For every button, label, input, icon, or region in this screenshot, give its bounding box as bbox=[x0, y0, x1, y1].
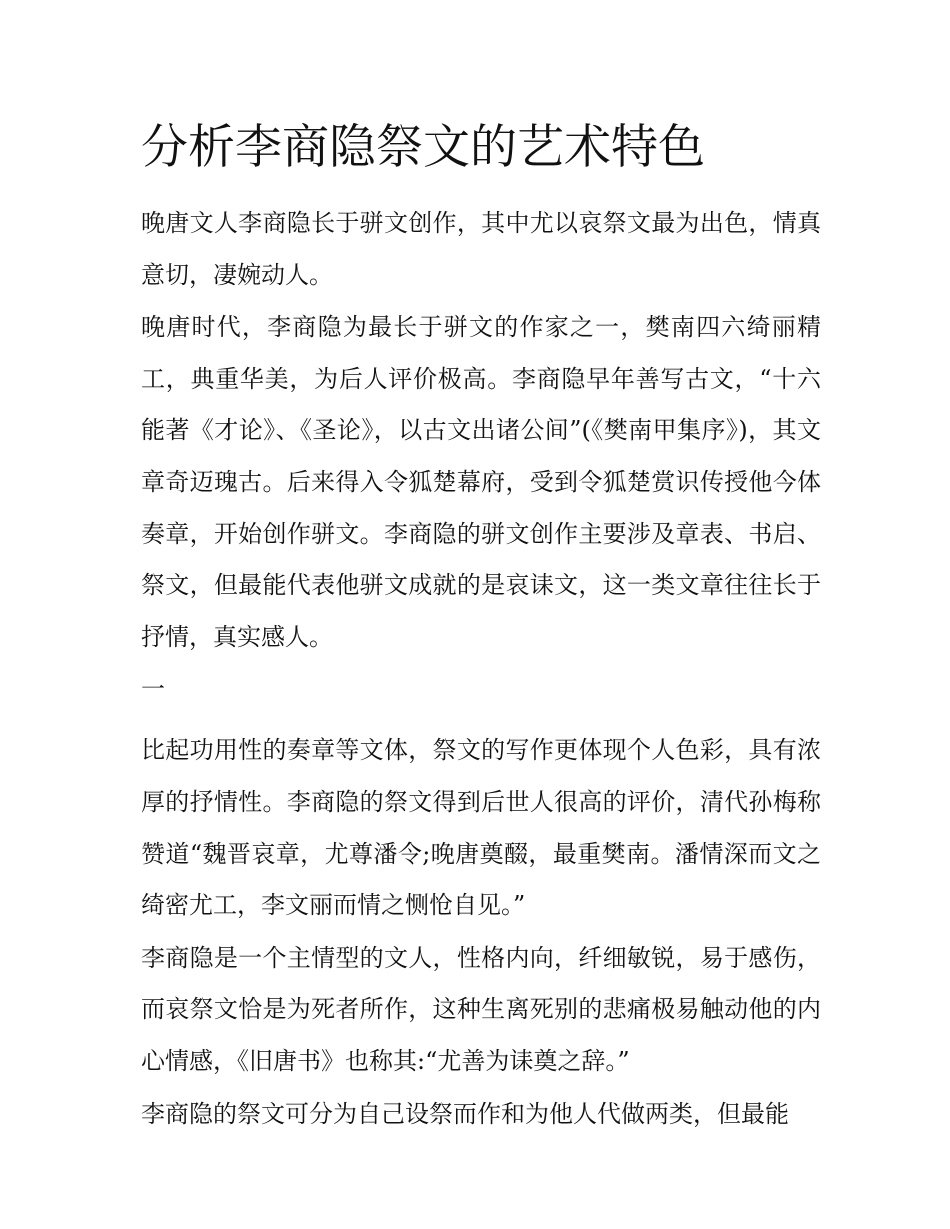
document-title: 分析李商隐祭文的艺术特色 bbox=[141, 120, 705, 175]
paragraph-personality: 李商隐是一个主情型的文人，性格内向，纤细敏锐，易于感伤，而哀祭文恰是为死者所作，这种生离死别的悲痛极易触动他的内心情感，《旧唐书》也称其:“尤善为诔奠之辞。” bbox=[141, 943, 821, 1075]
document-body bbox=[141, 198, 821, 1141]
section-number: 一 bbox=[141, 675, 165, 704]
paragraph-categories: 李商隐的祭文可分为自己设祭而作和为他人代做两类，但最能 bbox=[141, 1099, 789, 1128]
paragraph-evaluation: 比起功用性的奏章等文体，祭文的写作更体现个人色彩，具有浓厚的抒情性。李商隐的祭文得到后世人很高的评价，清代孙梅称赞道“魏晋哀章，尤尊潘令;晚唐奠醊，最重樊南。潘情深而文之绮密尤工，李文丽而情之恻怆自见。” bbox=[141, 736, 821, 920]
paragraph-background: 晚唐时代，李商隐为最长于骈文的作家之一，樊南四六绮丽精工，典重华美，为后人评价极高。李商隐早年善写古文，“十六能著《才论》、《圣论》，以古文出诸公间”(《樊南甲集序》)，其文章奇迈瑰古。后来得入令狐楚幕府，受到令狐楚赏识传授他今体奏章，开始创作骈文。李商隐的骈文创作主要涉及章表、书启、祭文，但最能代表他骈文成就的是哀诔文，这一类文章往往长于抒情，真实感人。 bbox=[141, 313, 821, 651]
paragraph-intro: 晚唐文人李商隐长于骈文创作，其中尤以哀祭文最为出色，情真意切，凄婉动人。 bbox=[141, 209, 821, 289]
